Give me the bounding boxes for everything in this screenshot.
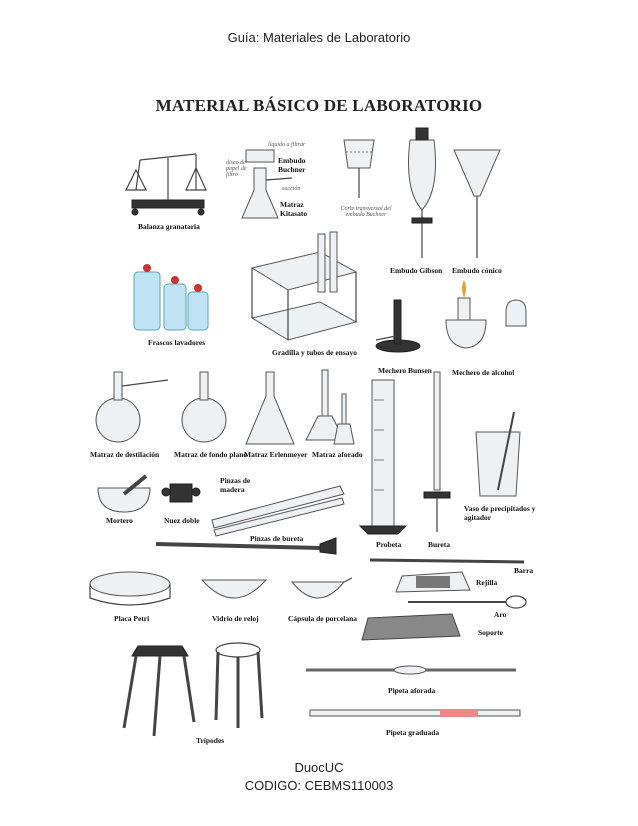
footer-code: CODIGO: CEBMS110003 xyxy=(244,778,394,793)
mortar-illustration xyxy=(98,476,150,512)
annotation-liquido: líquido a filtrar xyxy=(268,142,306,148)
label-nuez-doble: Nuez doble xyxy=(164,516,200,525)
erlenmeyer-flask-illustration xyxy=(246,372,294,444)
stand-base-illustration xyxy=(362,614,460,640)
separatory-funnel-illustration xyxy=(409,128,436,258)
label-rejilla: Rejilla xyxy=(476,578,498,587)
label-balanza: Balanza granataria xyxy=(138,222,200,231)
label-mechero-bunsen: Mechero Bunsen xyxy=(378,366,432,375)
label-embudo-buchner: Embudo Buchner xyxy=(278,156,306,174)
label-probeta: Probeta xyxy=(376,540,402,549)
distillation-flask-illustration xyxy=(96,372,168,442)
annotation-succion: succión xyxy=(282,186,301,192)
label-capsula-porcelana: Cápsula de porcelana xyxy=(288,614,358,623)
poster-title: MATERIAL BÁSICO DE LABORATORIO xyxy=(155,96,483,115)
balance-illustration xyxy=(126,154,206,215)
label-mortero: Mortero xyxy=(106,516,133,525)
label-tripodes: Trípodes xyxy=(196,736,225,745)
graduated-cylinder-illustration xyxy=(360,380,406,534)
label-matraz-aforado: Matraz aforado xyxy=(312,450,363,459)
volumetric-pipette-illustration xyxy=(306,666,516,674)
label-mechero-alcohol: Mechero de alcohol xyxy=(452,368,515,377)
label-embudo-gibson: Embudo Gibson xyxy=(390,266,443,275)
label-matraz-fondo-plano: Matraz de fondo plano xyxy=(174,450,248,459)
label-pinzas-madera: Pinzas de madera xyxy=(220,476,251,494)
beaker-illustration xyxy=(476,412,520,496)
wash-bottles-illustration xyxy=(134,264,208,330)
petri-dish-illustration xyxy=(90,572,170,605)
alcohol-burner-illustration xyxy=(446,280,526,348)
label-matraz-destilacion: Matraz de destilación xyxy=(90,450,160,459)
label-matraz-kitasato: Matraz Kitasato xyxy=(280,200,308,218)
label-barra: Barra xyxy=(514,566,534,575)
label-placa-petri: Placa Petri xyxy=(114,614,150,623)
page-header: Guía: Materiales de Laboratorio xyxy=(227,30,411,45)
annotation-corte: Corte transversal del embudo Buchner xyxy=(340,206,392,218)
ring-illustration xyxy=(408,596,526,608)
label-bureta: Bureta xyxy=(428,540,450,549)
watch-glass-illustration xyxy=(202,580,266,598)
double-clamp-illustration xyxy=(162,484,200,502)
label-frascos: Frascos lavadores xyxy=(148,338,206,347)
label-pipeta-graduada: Pipeta graduada xyxy=(386,728,440,737)
label-matraz-erlenmeyer: Matraz Erlenmeyer xyxy=(244,450,308,459)
rod-illustration xyxy=(370,560,524,562)
graduated-pipette-illustration xyxy=(310,709,520,717)
label-pinzas-bureta: Pinzas de bureta xyxy=(250,534,304,543)
volumetric-flask-illustration xyxy=(306,370,354,444)
label-soporte: Soporte xyxy=(478,628,503,637)
tripods-illustration xyxy=(124,643,262,736)
annotation-disco: disco de papel de filtro xyxy=(226,160,247,178)
wire-gauze-illustration xyxy=(396,572,470,592)
burette-clamp-illustration xyxy=(156,538,336,554)
bunsen-burner-illustration xyxy=(376,300,420,352)
burette-illustration xyxy=(424,372,450,532)
test-tube-rack-illustration xyxy=(252,232,356,340)
buchner-section-illustration xyxy=(344,140,374,198)
flat-bottom-flask-illustration xyxy=(182,372,226,442)
label-embudo-conico: Embudo cónico xyxy=(452,266,502,275)
porcelain-dish-illustration xyxy=(292,578,352,598)
conical-funnel-illustration xyxy=(454,150,500,258)
label-gradilla: Gradilla y tubos de ensayo xyxy=(272,348,358,357)
footer-institution: DuocUC xyxy=(294,760,344,775)
label-aro: Aro xyxy=(494,610,507,619)
label-pipeta-aforada: Pipeta aforada xyxy=(388,686,436,695)
label-vaso-precipitados: Vaso de precipitados y agitador xyxy=(464,504,536,522)
label-vidrio-reloj: Vidrio de reloj xyxy=(212,614,259,623)
